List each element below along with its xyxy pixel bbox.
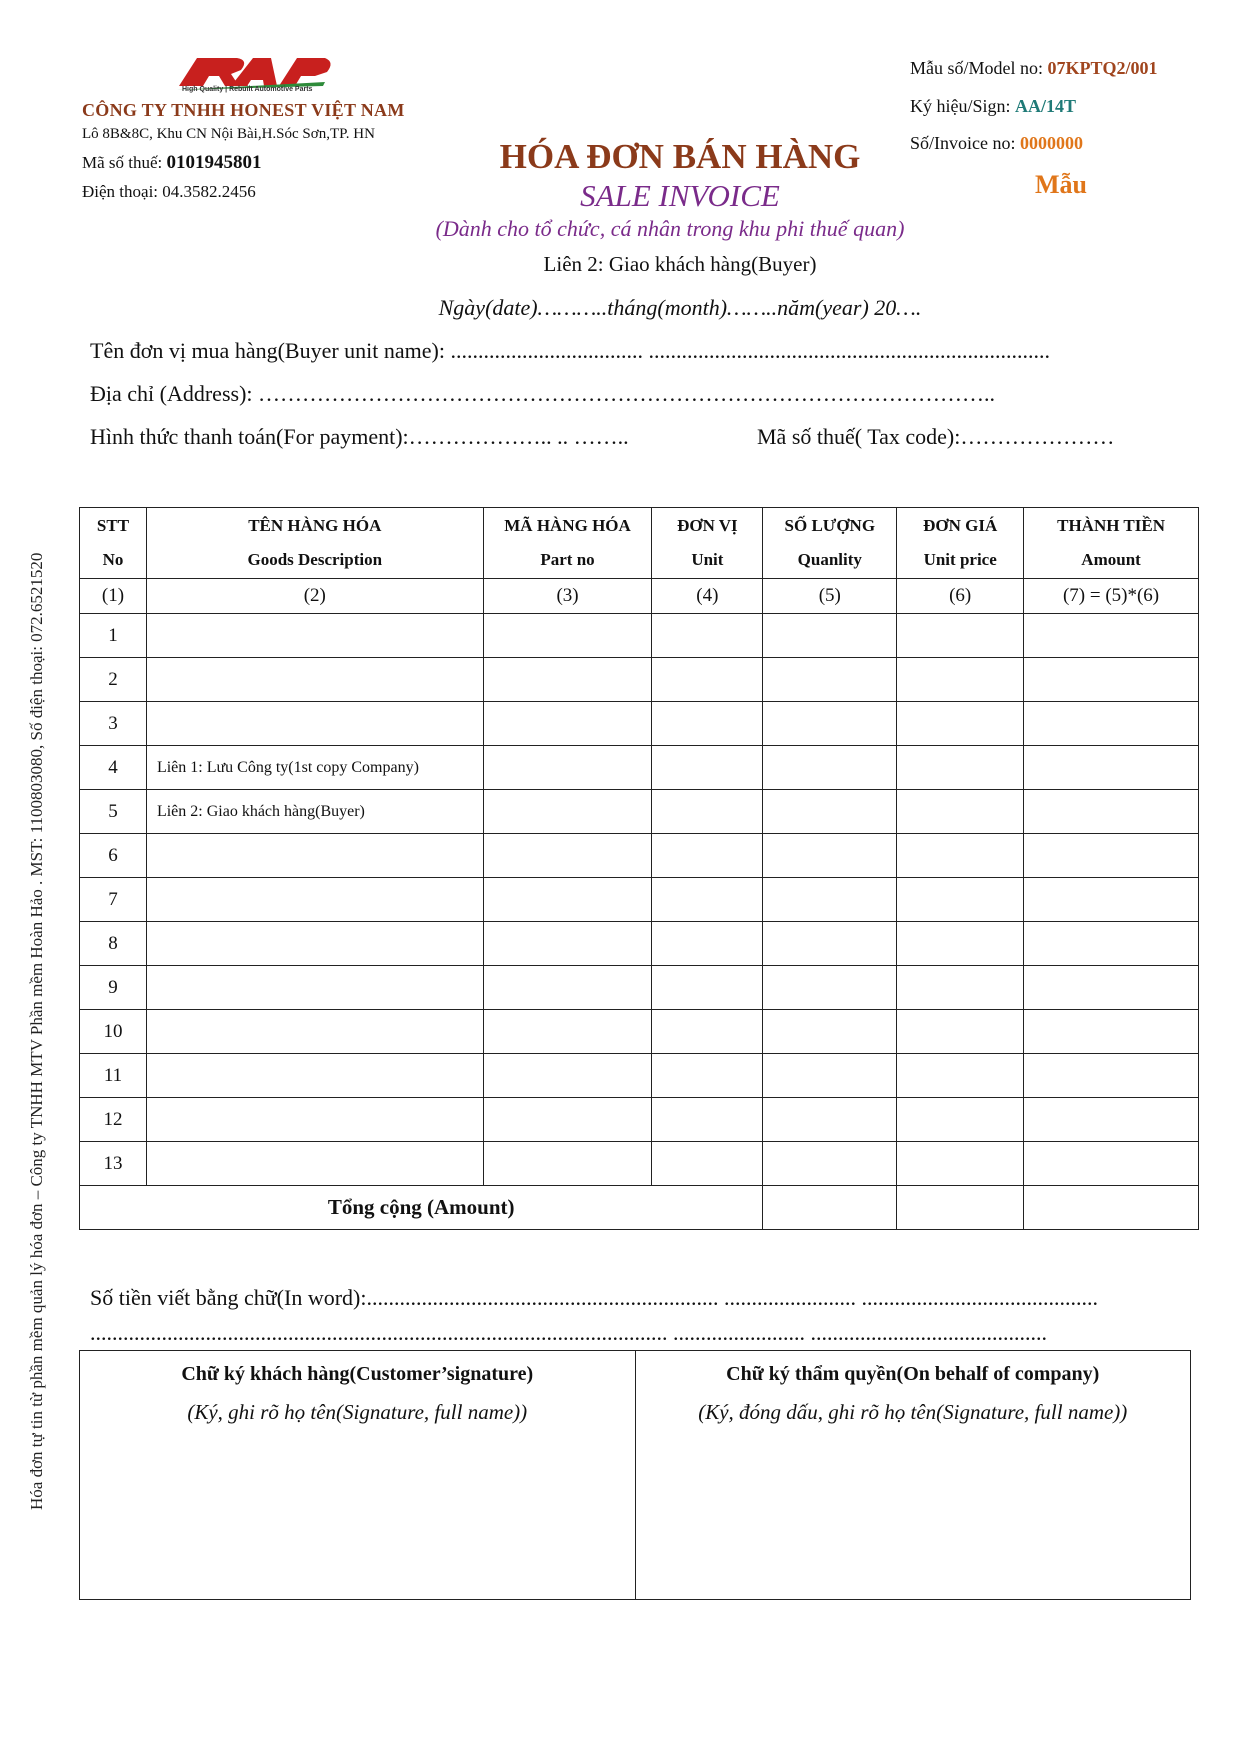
- row-amount[interactable]: [1024, 790, 1199, 834]
- row-stt: 3: [80, 702, 147, 746]
- row-unit[interactable]: [652, 966, 763, 1010]
- table-row: [80, 746, 1199, 790]
- row-amount[interactable]: [1024, 1098, 1199, 1142]
- table-row: [80, 834, 1199, 878]
- row-quantity[interactable]: [763, 834, 897, 878]
- buyer-field[interactable]: Tên đơn vị mua hàng(Buyer unit name): ................................... .........................................................................: [90, 338, 1050, 363]
- row-unit[interactable]: [652, 790, 763, 834]
- row-description[interactable]: [146, 614, 483, 658]
- row-stt: 6: [80, 834, 147, 878]
- side-vertical-text: Hóa đơn tự tin từ phần mềm quản lý hóa đơn – Công ty TNHH MTV Phần mềm Hoàn Hảo . MST: 1100803080, Số điện thoại: 072.6521520: [27, 552, 46, 1510]
- company-address: Lô 8B&8C, Khu CN Nội Bài,H.Sóc Sơn,TP. HN: [82, 126, 375, 142]
- row-stt: 11: [80, 1054, 147, 1098]
- row-stt: 12: [80, 1098, 147, 1142]
- col-number: (6): [897, 579, 1024, 614]
- row-part-no[interactable]: [483, 790, 652, 834]
- in-word-line[interactable]: Số tiền viết bằng chữ(In word):................................................................ ........................ ...........................................: [90, 1285, 1098, 1310]
- payment-field[interactable]: Hình thức thanh toán(For payment):……………….. .. ……..: [90, 424, 629, 449]
- row-unit[interactable]: [652, 1054, 763, 1098]
- row-unit[interactable]: [652, 1098, 763, 1142]
- row-unit[interactable]: [652, 746, 763, 790]
- row-unit-price[interactable]: [897, 966, 1024, 1010]
- table-row: [80, 1142, 1199, 1186]
- col-number: (5): [763, 579, 897, 614]
- row-part-no[interactable]: [483, 922, 652, 966]
- row-part-no[interactable]: [483, 746, 652, 790]
- table-row: [80, 658, 1199, 702]
- row-unit-price[interactable]: [897, 746, 1024, 790]
- row-unit-price[interactable]: [897, 1054, 1024, 1098]
- address-field[interactable]: Địa chỉ (Address): ………………………………………………………………………………………..: [90, 381, 996, 406]
- row-amount[interactable]: [1024, 922, 1199, 966]
- table-row: [80, 614, 1199, 658]
- company-signature-sub: (Ký, đóng dấu, ghi rõ họ tên(Signature, full name)): [698, 1400, 1128, 1424]
- row-unit-price[interactable]: [897, 834, 1024, 878]
- row-stt: 5: [80, 790, 147, 834]
- total-price-cell[interactable]: [897, 1186, 1024, 1230]
- customer-signature-box[interactable]: [80, 1351, 636, 1600]
- row-amount[interactable]: [1024, 878, 1199, 922]
- row-description[interactable]: [146, 966, 483, 1010]
- row-unit-price[interactable]: [897, 790, 1024, 834]
- row-unit-price[interactable]: [897, 922, 1024, 966]
- row-unit[interactable]: [652, 1010, 763, 1054]
- col-header-quantity: SỐ LƯỢNG Quanlity: [763, 508, 897, 579]
- row-unit[interactable]: [652, 658, 763, 702]
- row-quantity[interactable]: [763, 614, 897, 658]
- row-amount[interactable]: [1024, 834, 1199, 878]
- sample-mark: Mẫu: [1035, 170, 1087, 199]
- company-signature-title: Chữ ký thẩm quyền(On behalf of company): [726, 1363, 1100, 1385]
- total-quantity-cell[interactable]: [763, 1186, 897, 1230]
- row-stt: 7: [80, 878, 147, 922]
- company-signature-box[interactable]: [635, 1351, 1191, 1600]
- tax-value: 0101945801: [166, 152, 262, 173]
- col-header-amount: THÀNH TIỀN Amount: [1024, 508, 1199, 579]
- row-stt: 8: [80, 922, 147, 966]
- row-quantity[interactable]: [763, 790, 897, 834]
- row-quantity[interactable]: [763, 1098, 897, 1142]
- row-stt: 9: [80, 966, 147, 1010]
- table-row: [80, 1010, 1199, 1054]
- logo-tagline: High Quality | Rebuilt Automotive Parts: [182, 86, 313, 93]
- in-word-line-2[interactable]: ......................................................................................................... ........................ ...........................................: [90, 1320, 1047, 1345]
- row-unit[interactable]: [652, 702, 763, 746]
- row-description[interactable]: [146, 834, 483, 878]
- table-row: [80, 1054, 1199, 1098]
- row-amount[interactable]: [1024, 1010, 1199, 1054]
- sign-label: Ký hiệu/Sign:: [910, 96, 1011, 116]
- row-part-no[interactable]: [483, 1010, 652, 1054]
- date-line: Ngày(date)………..tháng(month)……..năm(year) 20….: [438, 295, 922, 320]
- col-header-stt: STT No: [80, 508, 147, 579]
- row-amount[interactable]: [1024, 702, 1199, 746]
- model-value: 07KPTQ2/001: [1047, 58, 1158, 78]
- company-phone: Điện thoại: 04.3582.2456: [82, 182, 256, 201]
- row-unit-price[interactable]: [897, 702, 1024, 746]
- row-amount[interactable]: [1024, 746, 1199, 790]
- invoice-title: HÓA ĐƠN BÁN HÀNG: [499, 137, 861, 176]
- row-quantity[interactable]: [763, 658, 897, 702]
- signature-table: [79, 1350, 1191, 1600]
- row-description[interactable]: [146, 1142, 483, 1186]
- tax-label: Mã số thuế:: [82, 153, 163, 172]
- row-amount[interactable]: [1024, 1142, 1199, 1186]
- col-number: (3): [483, 579, 652, 614]
- row-part-no[interactable]: [483, 1142, 652, 1186]
- row-unit-price[interactable]: [897, 658, 1024, 702]
- table-header-row: [80, 508, 1199, 579]
- items-table: [79, 507, 1199, 1230]
- invoice-subtitle: SALE INVOICE: [580, 178, 780, 213]
- tax-code-field[interactable]: Mã số thuế( Tax code):…………………: [757, 424, 1115, 449]
- row-stt: 4: [80, 746, 147, 790]
- row-part-no[interactable]: [483, 966, 652, 1010]
- row-description[interactable]: [146, 1098, 483, 1142]
- row-unit[interactable]: [652, 878, 763, 922]
- invoice-value: 0000000: [1020, 133, 1083, 153]
- row-amount[interactable]: [1024, 966, 1199, 1010]
- row-quantity[interactable]: [763, 1142, 897, 1186]
- row-part-no[interactable]: [483, 1098, 652, 1142]
- table-row: [80, 790, 1199, 834]
- row-quantity[interactable]: [763, 1010, 897, 1054]
- row-amount[interactable]: [1024, 658, 1199, 702]
- company-name: CÔNG TY TNHH HONEST VIỆT NAM: [82, 100, 405, 120]
- row-part-no[interactable]: [483, 658, 652, 702]
- invoice-label: Số/Invoice no:: [910, 133, 1016, 153]
- col-header-description: TÊN HÀNG HÓA Goods Description: [146, 508, 483, 579]
- row-unit[interactable]: [652, 614, 763, 658]
- table-row: [80, 702, 1199, 746]
- row-quantity[interactable]: [763, 966, 897, 1010]
- row-amount[interactable]: [1024, 1054, 1199, 1098]
- col-number: (2): [146, 579, 483, 614]
- row-unit-price[interactable]: [897, 1010, 1024, 1054]
- sign-value: AA/14T: [1015, 96, 1077, 116]
- customer-signature-title: Chữ ký khách hàng(Customer’signature): [181, 1363, 534, 1385]
- column-number-row: [80, 579, 1199, 614]
- table-row: [80, 878, 1199, 922]
- row-unit[interactable]: [652, 834, 763, 878]
- table-row: [80, 966, 1199, 1010]
- row-part-no[interactable]: [483, 834, 652, 878]
- row-unit[interactable]: [652, 1142, 763, 1186]
- row-stt: 1: [80, 614, 147, 658]
- row-description[interactable]: [146, 702, 483, 746]
- row-quantity[interactable]: [763, 746, 897, 790]
- col-header-unit: ĐƠN VỊ Unit: [652, 508, 763, 579]
- table-row: [80, 922, 1199, 966]
- row-amount[interactable]: [1024, 614, 1199, 658]
- col-header-unit-price: ĐƠN GIÁ Unit price: [897, 508, 1024, 579]
- row-part-no[interactable]: [483, 1054, 652, 1098]
- customer-signature-sub: (Ký, ghi rõ họ tên(Signature, full name)): [187, 1400, 528, 1424]
- row-unit-price[interactable]: [897, 878, 1024, 922]
- row-description[interactable]: [146, 922, 483, 966]
- copy-label: Liên 2: Giao khách hàng(Buyer): [543, 252, 817, 276]
- row-unit[interactable]: [652, 922, 763, 966]
- row-description[interactable]: [146, 1054, 483, 1098]
- row-quantity[interactable]: [763, 922, 897, 966]
- row-description[interactable]: [146, 878, 483, 922]
- total-amount-cell[interactable]: [1024, 1186, 1199, 1230]
- row-part-no[interactable]: [483, 614, 652, 658]
- model-line: [910, 58, 1158, 79]
- invoice-note: (Dành cho tổ chức, cá nhân trong khu phi thuế quan): [435, 216, 905, 241]
- row-description[interactable]: Liên 1: Lưu Công ty(1st copy Company): [146, 746, 483, 790]
- row-unit-price[interactable]: [897, 1142, 1024, 1186]
- table-row: [80, 1098, 1199, 1142]
- row-description[interactable]: [146, 658, 483, 702]
- row-unit-price[interactable]: [897, 614, 1024, 658]
- row-part-no[interactable]: [483, 702, 652, 746]
- total-row: [80, 1186, 1199, 1230]
- row-stt: 2: [80, 658, 147, 702]
- model-label: Mẫu số/Model no:: [910, 58, 1043, 78]
- row-quantity[interactable]: [763, 702, 897, 746]
- col-number: (4): [652, 579, 763, 614]
- row-unit-price[interactable]: [897, 1098, 1024, 1142]
- row-description[interactable]: Liên 2: Giao khách hàng(Buyer): [146, 790, 483, 834]
- col-number: (1): [80, 579, 147, 614]
- row-stt: 10: [80, 1010, 147, 1054]
- row-description[interactable]: [146, 1010, 483, 1054]
- row-quantity[interactable]: [763, 878, 897, 922]
- col-number: (7) = (5)*(6): [1024, 579, 1199, 614]
- sign-line: [910, 96, 1076, 117]
- row-part-no[interactable]: [483, 878, 652, 922]
- col-header-part-no: MÃ HÀNG HÓA Part no: [483, 508, 652, 579]
- row-quantity[interactable]: [763, 1054, 897, 1098]
- total-label: Tổng cộng (Amount): [80, 1186, 763, 1230]
- row-stt: 13: [80, 1142, 147, 1186]
